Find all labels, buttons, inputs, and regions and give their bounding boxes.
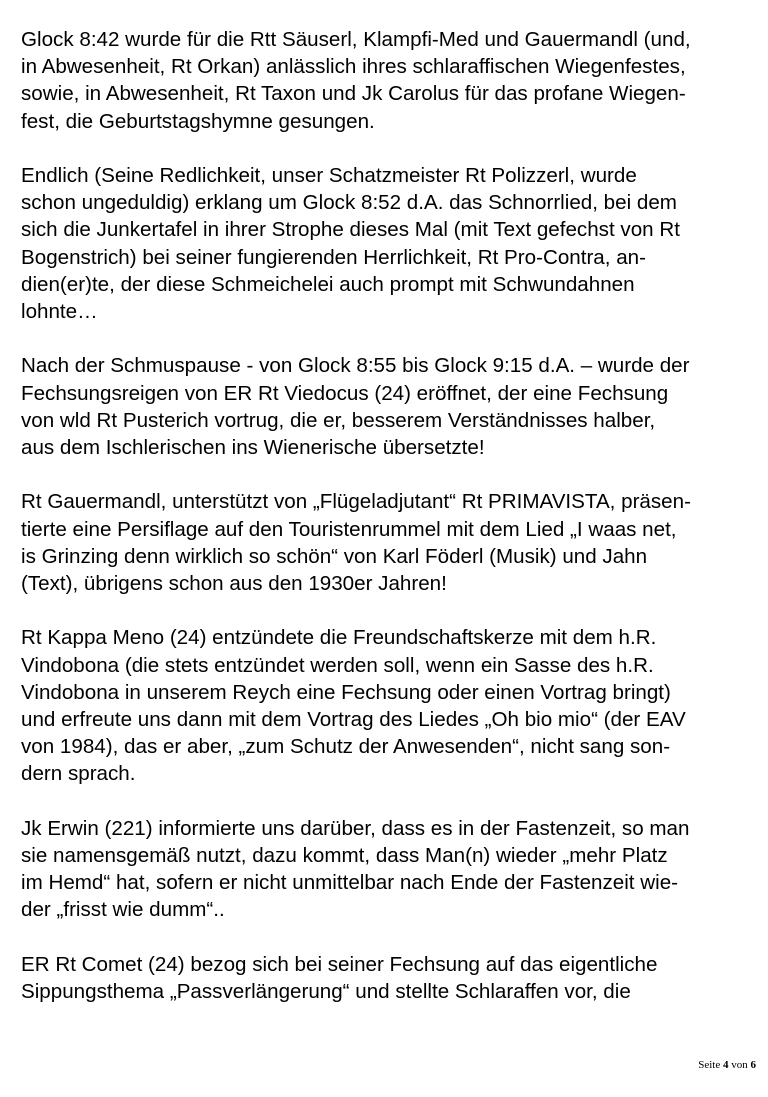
text-line: is Grinzing denn wirklich so schön“ von Karl Föderl (Musik) und Jahn — [21, 544, 648, 568]
text-line: Bogenstrich) bei seiner fungierenden Herrlichkeit, Rt Pro-Contra, an- — [21, 245, 646, 269]
text-line: Vindobona (die stets entzündet werden soll, wenn ein Sasse des h.R. — [21, 653, 654, 677]
text-line: Nach der Schmuspause - von Glock 8:55 bis Glock 9:15 d.A. – wurde der — [21, 354, 690, 378]
text-line: dien(er)te, der diese Schmeichelei auch prompt mit Schwundahnen — [21, 272, 635, 296]
document-page — [21, 26, 761, 1032]
text-line: Vindobona in unserem Reych eine Fechsung oder einen Vortrag bringt) — [21, 680, 671, 704]
text-line: lohnte… — [21, 300, 98, 324]
text-line: Sippungsthema „Passverlängerung“ und stellte Schlaraffen vor, die — [21, 980, 631, 1004]
text-line: von wld Rt Pusterich vortrug, die er, besserem Verständnisses halber, — [21, 408, 656, 432]
text-line: schon ungeduldig) erklang um Glock 8:52 d.A. das Schnorrlied, bei dem — [21, 191, 677, 215]
text-line: im Hemd“ hat, sofern er nicht unmittelbar nach Ende der Fastenzeit wie- — [21, 871, 679, 895]
text-line: fest, die Geburtstagshymne gesungen. — [21, 109, 375, 133]
text-line: von 1984), das er aber, „zum Schutz der Anwesenden“, nicht sang son- — [21, 735, 671, 759]
text-line: (Text), übrigens schon aus den 1930er Jahren! — [21, 572, 447, 596]
text-line: tierte eine Persiflage auf den Touristenrummel mit dem Lied „I waas net, — [21, 517, 677, 541]
paragraph-3 — [21, 352, 761, 461]
page-number-footer — [698, 1058, 756, 1072]
text-line: Rt Gauermandl, unterstützt von „Flügeladjutant“ Rt PRIMAVISTA, präsen- — [21, 490, 691, 514]
paragraph-4 — [21, 488, 761, 597]
text-line: Fechsungsreigen von ER Rt Viedocus (24) eröffnet, der eine Fechsung — [21, 381, 669, 405]
text-line: in Abwesenheit, Rt Orkan) anlässlich ihres schlaraffischen Wiegenfestes, — [21, 55, 686, 79]
text-line: Endlich (Seine Redlichkeit, unser Schatzmeister Rt Polizzerl, wurde — [21, 164, 637, 187]
text-line: aus dem Ischlerischen ins Wienerische übersetzte! — [21, 436, 485, 460]
text-line: und erfreute uns dann mit dem Vortrag des Liedes „Oh bio mio“ (der EAV — [21, 708, 686, 732]
text-line: sich die Junkertafel in ihrer Strophe dieses Mal (mit Text gefechst von Rt — [21, 218, 680, 242]
text-line: sowie, in Abwesenheit, Rt Taxon und Jk Carolus für das profane Wiegen- — [21, 82, 686, 106]
paragraph-5 — [21, 624, 761, 787]
footer-of: von — [731, 1059, 748, 1071]
footer-page-number: 4 — [723, 1059, 729, 1071]
footer-total-pages: 6 — [750, 1059, 756, 1071]
footer-prefix: Seite — [698, 1059, 721, 1071]
text-line: Rt Kappa Meno (24) entzündete die Freundschaftskerze mit dem h.R. — [21, 626, 657, 650]
text-line: dern sprach. — [21, 762, 136, 786]
paragraph-7 — [21, 951, 761, 1005]
paragraph-6 — [21, 815, 761, 924]
paragraph-2 — [21, 162, 761, 325]
paragraph-1 — [21, 26, 761, 135]
text-line: der „frisst wie dumm“.. — [21, 898, 225, 922]
text-line: Jk Erwin (221) informierte uns darüber, dass es in der Fastenzeit, so man — [21, 816, 690, 840]
text-line: ER Rt Comet (24) bezog sich bei seiner Fechsung auf das eigentliche — [21, 952, 658, 976]
text-line: Glock 8:42 wurde für die Rtt Säuserl, Klampfi-Med und Gauermandl (und, — [21, 28, 691, 51]
text-line: sie namensgemäß nutzt, dazu kommt, dass Man(n) wieder „mehr Platz — [21, 844, 668, 868]
